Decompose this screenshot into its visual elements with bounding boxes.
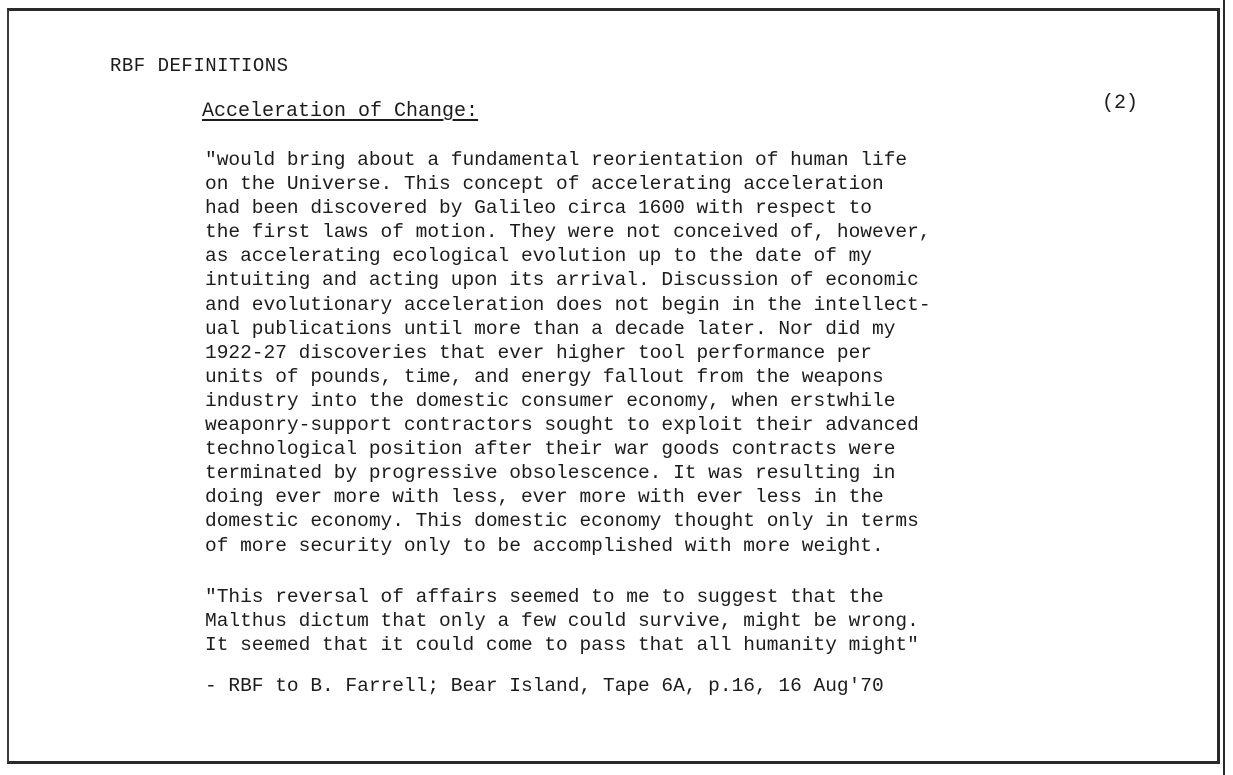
quote-line: the first laws of motion. They were not conceived of, however, xyxy=(205,221,931,244)
quote-line: had been discovered by Galileo circa 1600 with respect to xyxy=(205,197,873,220)
quote-paragraph-1 xyxy=(205,148,931,558)
quote-line: of more security only to be accomplished with more weight. xyxy=(205,534,884,557)
card-edge xyxy=(1223,0,1225,775)
quote-line: It seemed that it could come to pass that all humanity might" xyxy=(205,634,919,657)
quote-line: on the Universe. This concept of accelerating acceleration xyxy=(205,173,884,196)
quote-paragraph-2 xyxy=(205,585,919,657)
quote-line: "This reversal of affairs seemed to me to suggest that the xyxy=(205,586,884,608)
quote-line: units of pounds, time, and energy fallout from the weapons xyxy=(205,365,884,388)
quote-line: doing ever more with less, ever more with ever less in the xyxy=(205,486,884,509)
quote-line: intuiting and acting upon its arrival. Discussion of economic xyxy=(205,269,919,292)
quote-line: industry into the domestic consumer economy, when erstwhile xyxy=(205,389,896,412)
quote-line: domestic economy. This domestic economy thought only in terms xyxy=(205,510,919,533)
page-number: (2) xyxy=(1102,92,1139,115)
quote-line: technological position after their war goods contracts were xyxy=(205,438,896,461)
term-heading xyxy=(202,100,478,123)
quote-line: 1922-27 discoveries that ever higher tool performance per xyxy=(205,341,873,364)
quote-line: ual publications until more than a decade later. Nor did my xyxy=(205,317,896,340)
quote-line: "would bring about a fundamental reorientation of human life xyxy=(205,149,908,171)
quote-line: Malthus dictum that only a few could survive, might be wrong. xyxy=(205,610,919,633)
series-title: RBF DEFINITIONS xyxy=(110,55,289,77)
term-colon: : xyxy=(466,100,479,123)
quote-line: and evolutionary acceleration does not begin in the intellect- xyxy=(205,293,931,316)
quote-line: terminated by progressive obsolescence. It was resulting in xyxy=(205,462,896,485)
citation: - RBF to B. Farrell; Bear Island, Tape 6A, p.16, 16 Aug'70 xyxy=(205,675,884,697)
term-title: Acceleration of Change xyxy=(202,100,467,123)
quote-line: as accelerating ecological evolution up to the date of my xyxy=(205,245,873,268)
quote-line: weaponry-support contractors sought to exploit their advanced xyxy=(205,414,919,437)
